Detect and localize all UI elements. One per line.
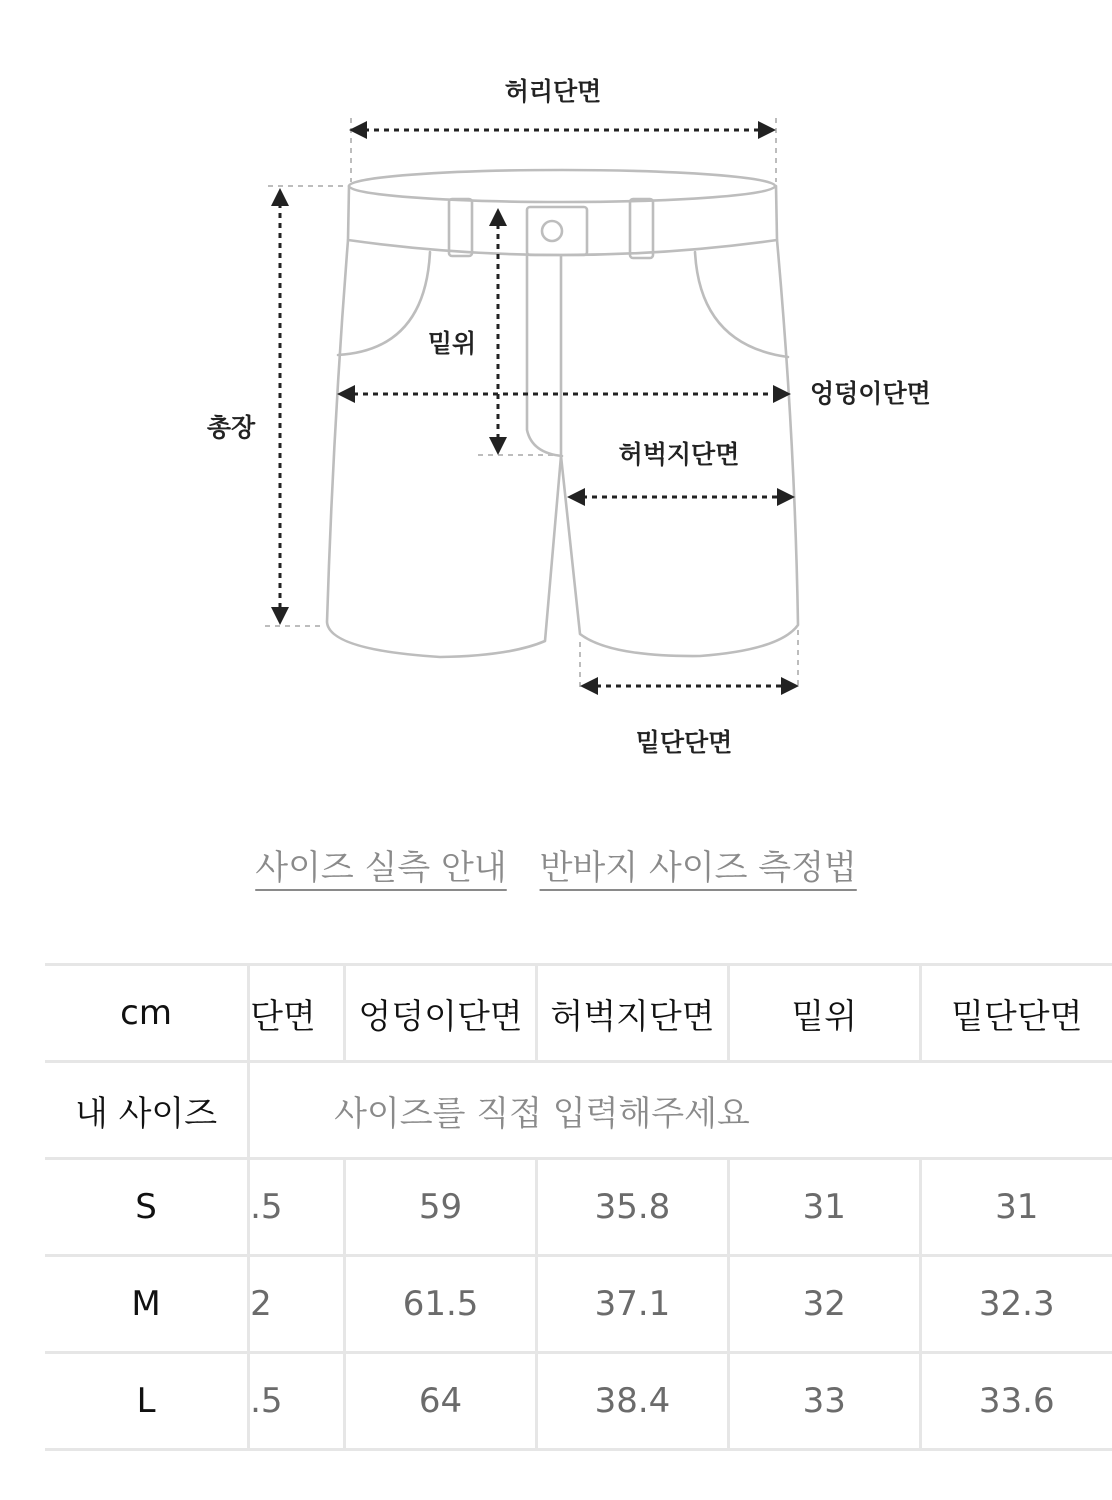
guide-links bbox=[0, 840, 1112, 889]
column-header: 단면 bbox=[249, 965, 345, 1062]
table-cell: 59 bbox=[345, 1159, 537, 1256]
size-label: M bbox=[45, 1256, 249, 1353]
measure-arrow-icon bbox=[489, 208, 507, 455]
column-header: 엉덩이단면 bbox=[345, 965, 537, 1062]
size-guide-link[interactable]: 사이즈 실측 안내 bbox=[255, 848, 507, 888]
measure-arrow-icon bbox=[337, 385, 791, 403]
label-thigh: 허벅지단면 bbox=[618, 440, 740, 469]
my-size-row bbox=[45, 1062, 1112, 1159]
column-header: 밑위 bbox=[728, 965, 920, 1062]
table-cell: .5 bbox=[249, 1159, 345, 1256]
column-header: 밑단단면 bbox=[920, 965, 1112, 1062]
size-label: S bbox=[45, 1159, 249, 1256]
my-size-label: 내 사이즈 bbox=[45, 1062, 249, 1159]
label-rise: 밑위 bbox=[427, 329, 477, 358]
measure-arrow-icon bbox=[271, 188, 289, 625]
table-cell: 35.8 bbox=[537, 1159, 729, 1256]
measure-arrow-icon bbox=[349, 121, 776, 139]
table-cell: 33.6 bbox=[920, 1353, 1112, 1450]
table-cell: .5 bbox=[249, 1353, 345, 1450]
table-row bbox=[45, 1353, 1112, 1450]
column-header: 허벅지단면 bbox=[537, 965, 729, 1062]
table-header-row bbox=[45, 965, 1112, 1062]
my-size-input[interactable]: 사이즈를 직접 입력해주세요 bbox=[249, 1062, 1112, 1159]
table-cell: 32.3 bbox=[920, 1256, 1112, 1353]
measure-arrow-icon bbox=[580, 677, 799, 695]
shorts-outline-icon bbox=[327, 170, 798, 657]
measure-arrow-icon bbox=[567, 488, 795, 506]
size-table-container bbox=[45, 963, 1112, 1453]
label-total-length: 총장 bbox=[206, 413, 256, 442]
size-table bbox=[45, 963, 1112, 1451]
table-cell: 31 bbox=[920, 1159, 1112, 1256]
label-hip: 엉덩이단면 bbox=[810, 379, 931, 408]
table-cell: 33 bbox=[728, 1353, 920, 1450]
table-cell: 32 bbox=[728, 1256, 920, 1353]
measure-method-link[interactable]: 반바지 사이즈 측정법 bbox=[539, 848, 857, 888]
label-hem: 밑단단면 bbox=[635, 728, 733, 757]
unit-header: cm bbox=[45, 965, 249, 1062]
label-waist: 허리단면 bbox=[504, 77, 602, 106]
table-cell: 64 bbox=[345, 1353, 537, 1450]
size-label: L bbox=[45, 1353, 249, 1450]
table-row bbox=[45, 1159, 1112, 1256]
table-cell: 38.4 bbox=[537, 1353, 729, 1450]
table-cell: 31 bbox=[728, 1159, 920, 1256]
table-cell: 37.1 bbox=[537, 1256, 729, 1353]
table-row bbox=[45, 1256, 1112, 1353]
table-cell: 61.5 bbox=[345, 1256, 537, 1353]
table-cell: 2 bbox=[249, 1256, 345, 1353]
